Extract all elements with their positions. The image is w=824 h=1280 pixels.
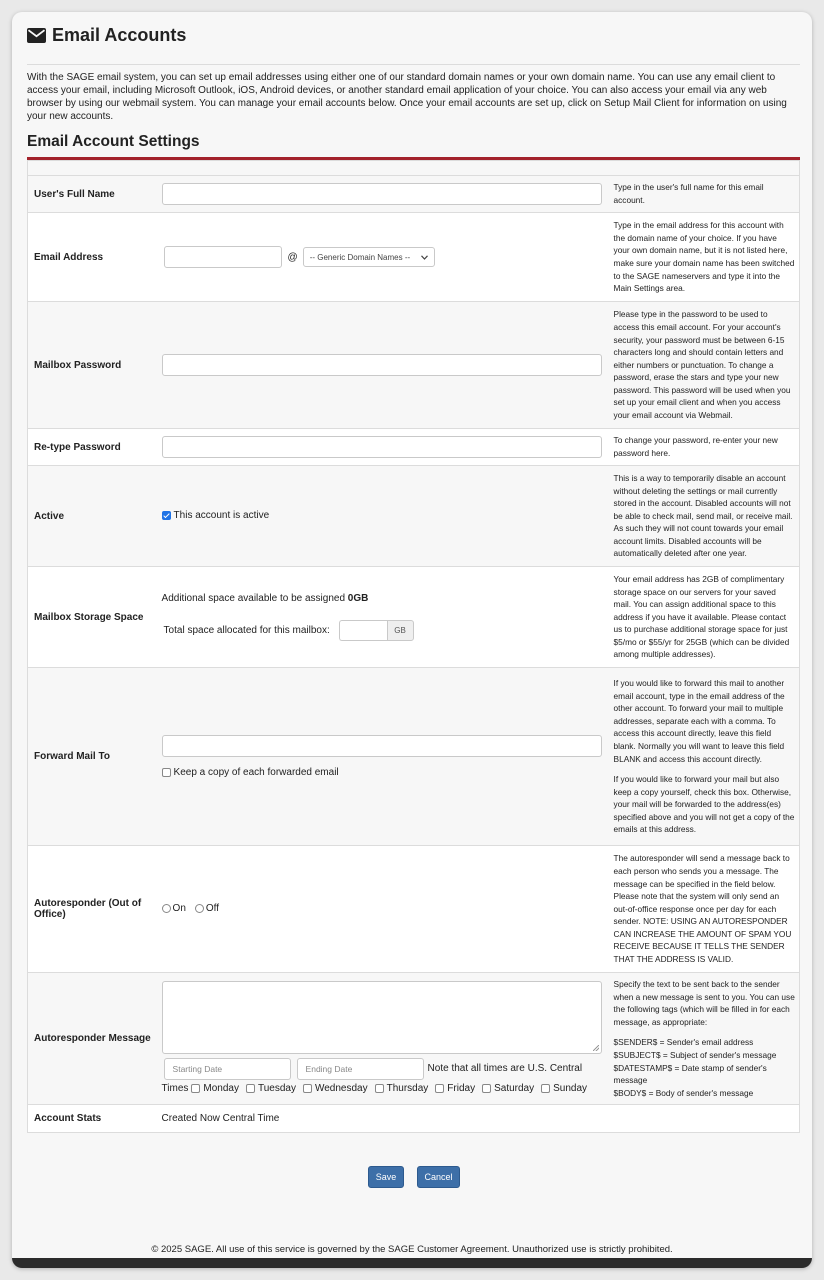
chevron-down-icon — [421, 255, 428, 260]
day-monday-label: Monday — [203, 1083, 239, 1095]
domain-select-value: -- Generic Domain Names -- — [309, 252, 411, 262]
forward-help-1: If you would like to forward this mail to another email account, type in the email address of the other account. To forward your mail to multiple addresses, separate each with a comma. To access this account directly, leave this field blank. Normally you will want to leave this field BLANK and access this account directly. — [613, 677, 785, 764]
tag-datestamp: $DATESTAMP$ = Date stamp of sender's message — [613, 1062, 767, 1086]
tag-sender: $SENDER$ = Sender's email address — [613, 1037, 754, 1048]
day-friday[interactable] — [435, 1082, 475, 1096]
active-help: This is a way to temporarily disable an account without deleting the settings or mail currently stored in the account. Disabled accounts will not be able to check mail, send mail, or receive mail. As such they will not count towards your email account limits. Disabled accounts will be automatically deleted after one year. — [609, 466, 800, 567]
starting-date-input[interactable]: Starting Date — [164, 1058, 291, 1080]
day-tuesday-label: Tuesday — [257, 1083, 296, 1095]
autoresponder-message-textarea[interactable] — [162, 981, 602, 1054]
tag-body: $BODY$ = Body of sender's message — [613, 1087, 754, 1098]
weekday-options — [162, 1082, 602, 1097]
main-card — [12, 12, 812, 1268]
storage-allocated-input[interactable] — [339, 620, 387, 641]
row-forward — [28, 668, 800, 846]
day-tuesday-checkbox[interactable] — [246, 1084, 255, 1093]
day-sunday-checkbox[interactable] — [541, 1084, 550, 1093]
timezone-note: Note that all times are U.S. Central — [427, 1063, 583, 1075]
row-email-address — [28, 213, 800, 302]
footer-text: © 2025 SAGE. All use of this service is governed by the SAGE Customer Agreement. Unauthorized use is strictly prohibited. — [151, 1244, 673, 1255]
domain-select[interactable] — [303, 247, 435, 267]
autoresponder-on-radio[interactable] — [162, 904, 171, 913]
autoresponder-label: Autoresponder (Out of Office) — [28, 846, 155, 973]
tag-subject: $SUBJECT$ = Subject of sender's message — [613, 1049, 777, 1060]
forward-help — [609, 668, 800, 846]
row-autoresponder — [28, 846, 800, 973]
day-thursday[interactable] — [375, 1082, 429, 1096]
full-name-help: Type in the user's full name for this email account. — [609, 176, 800, 213]
settings-table — [27, 160, 800, 1133]
day-wednesday-checkbox[interactable] — [303, 1084, 312, 1093]
email-address-help: Type in the email address for this account with the domain name of your choice. If you have your own domain name, but it is not listed here, make sure your domain name has been switched to the SAGE nameservers and type it into the Main Settings area. — [609, 213, 800, 302]
storage-available-value: 0GB — [347, 593, 369, 605]
intro-text: With the SAGE email system, you can set up email addresses using either one of our standard domain names or your own domain name. You can use any email client to access your email, including Microsoft Outlook, iOS, Android devices, or another standard email application of your choice. You can also access your email via any web browser by using our webmail system. You can manage your email accounts below. Once your email accounts are set up, click on Setup Mail Client for information on using your new accounts. — [27, 72, 787, 122]
day-thursday-label: Thursday — [386, 1083, 429, 1095]
autoresponder-message-help-text: Specify the text to be sent back to the sender when a new message is sent to you. You can use the following tags (which will be filled in for each message, as appropriate: — [613, 979, 795, 1027]
row-autoresponder-message — [28, 973, 800, 1105]
full-name-label: User's Full Name — [28, 176, 155, 213]
title-divider — [27, 64, 800, 65]
table-spacer-row — [28, 161, 800, 176]
autoresponder-help: The autoresponder will send a message back to each person who sends you a message. The message can be specified in the field below. Please note that the system will only send an out-of-office response once per day for each sender. NOTE: USING AN AUTORESPONDER CAN INCREASE THE AMOUNT OF SPAM YOU RECEIVE BECAUSE IT TELLS THE SENDER THAT THE ADDRESS IS VALID. — [609, 846, 800, 973]
day-wednesday-label: Wednesday — [314, 1083, 368, 1095]
row-retype-password — [28, 429, 800, 466]
storage-help: Your email address has 2GB of complimentary storage space on our servers for your saved mail. You can assign additional space to this address if you have it available. Please contact us to purchase additional storage space for just $5/mo or $55/yr for 25GB (which can be divided among multiple addresses). — [609, 567, 800, 668]
day-wednesday[interactable] — [303, 1082, 368, 1096]
forward-help-2: If you would like to forward your mail but also keep a copy yourself, check this box. Otherwise, your mail will be forwarded to the address(es) specified above and you will not get a copy of the emails at this address. — [613, 774, 795, 835]
row-mailbox-password — [28, 302, 800, 429]
day-thursday-checkbox[interactable] — [375, 1084, 384, 1093]
autoresponder-message-label: Autoresponder Message — [28, 973, 155, 1105]
footer-bar — [12, 1258, 812, 1268]
row-storage — [28, 567, 800, 668]
email-address-label: Email Address — [28, 213, 155, 302]
day-sunday[interactable] — [541, 1082, 587, 1096]
day-tuesday[interactable] — [246, 1082, 296, 1096]
keep-copy-label: Keep a copy of each forwarded email — [173, 766, 339, 778]
section-title: Email Account Settings — [27, 133, 200, 150]
at-sign: @ — [287, 251, 298, 263]
storage-unit: GB — [387, 620, 414, 641]
autoresponder-off-radio[interactable] — [195, 904, 204, 913]
forward-label: Forward Mail To — [28, 668, 155, 846]
row-active — [28, 466, 800, 567]
row-account-stats — [28, 1105, 800, 1133]
active-label: Active — [28, 466, 155, 567]
retype-password-input[interactable] — [162, 436, 602, 458]
save-button[interactable]: Save — [368, 1166, 404, 1188]
page-title-text: Email Accounts — [52, 25, 187, 45]
active-checkbox-label: This account is active — [173, 510, 270, 522]
autoresponder-off-label: Off — [205, 903, 220, 915]
envelope-icon — [27, 28, 46, 43]
mailbox-password-label: Mailbox Password — [28, 302, 155, 429]
full-name-input[interactable] — [162, 183, 602, 205]
autoresponder-message-help — [609, 973, 800, 1105]
account-stats-label: Account Stats — [28, 1105, 155, 1133]
forward-input[interactable] — [162, 735, 602, 757]
day-monday[interactable] — [191, 1082, 239, 1096]
account-stats-value: Created Now Central Time — [161, 1113, 280, 1125]
autoresponder-on-label: On — [172, 903, 186, 915]
day-friday-label: Friday — [447, 1083, 476, 1095]
storage-available — [162, 593, 602, 604]
retype-password-help: To change your password, re-enter your new password here. — [609, 429, 800, 466]
storage-allocated — [162, 620, 602, 641]
storage-allocated-label: Total space allocated for this mailbox: — [163, 624, 330, 636]
row-full-name — [28, 176, 800, 213]
day-saturday[interactable] — [482, 1082, 534, 1096]
day-saturday-label: Saturday — [494, 1083, 535, 1095]
timezone-note-cont: Times — [161, 1082, 189, 1094]
active-checkbox[interactable] — [162, 511, 171, 520]
storage-label: Mailbox Storage Space — [28, 567, 155, 668]
mailbox-password-input[interactable] — [162, 354, 602, 376]
day-saturday-checkbox[interactable] — [482, 1084, 491, 1093]
day-sunday-label: Sunday — [553, 1083, 588, 1095]
storage-allocated-group — [339, 620, 414, 641]
day-friday-checkbox[interactable] — [435, 1084, 444, 1093]
mailbox-password-help: Please type in the password to be used to access this email account. For your account's security, your password must be between 6-15 characters long and should contain letters and either numbers or punctuation. To change a password, erase the stars and type your new password. This password will be used when you set up your email client and when you access your email account via Webmail. — [609, 302, 800, 429]
email-local-input[interactable] — [164, 246, 282, 268]
date-range — [162, 1058, 602, 1080]
ending-date-input[interactable]: Ending Date — [297, 1058, 424, 1080]
keep-copy-checkbox[interactable] — [162, 768, 171, 777]
retype-password-label: Re-type Password — [28, 429, 155, 466]
page-title — [27, 25, 186, 46]
day-monday-checkbox[interactable] — [191, 1084, 200, 1093]
autoresponder-tags — [614, 1036, 795, 1099]
storage-available-text: Additional space available to be assigned — [161, 593, 346, 605]
cancel-button[interactable]: Cancel — [417, 1166, 460, 1188]
